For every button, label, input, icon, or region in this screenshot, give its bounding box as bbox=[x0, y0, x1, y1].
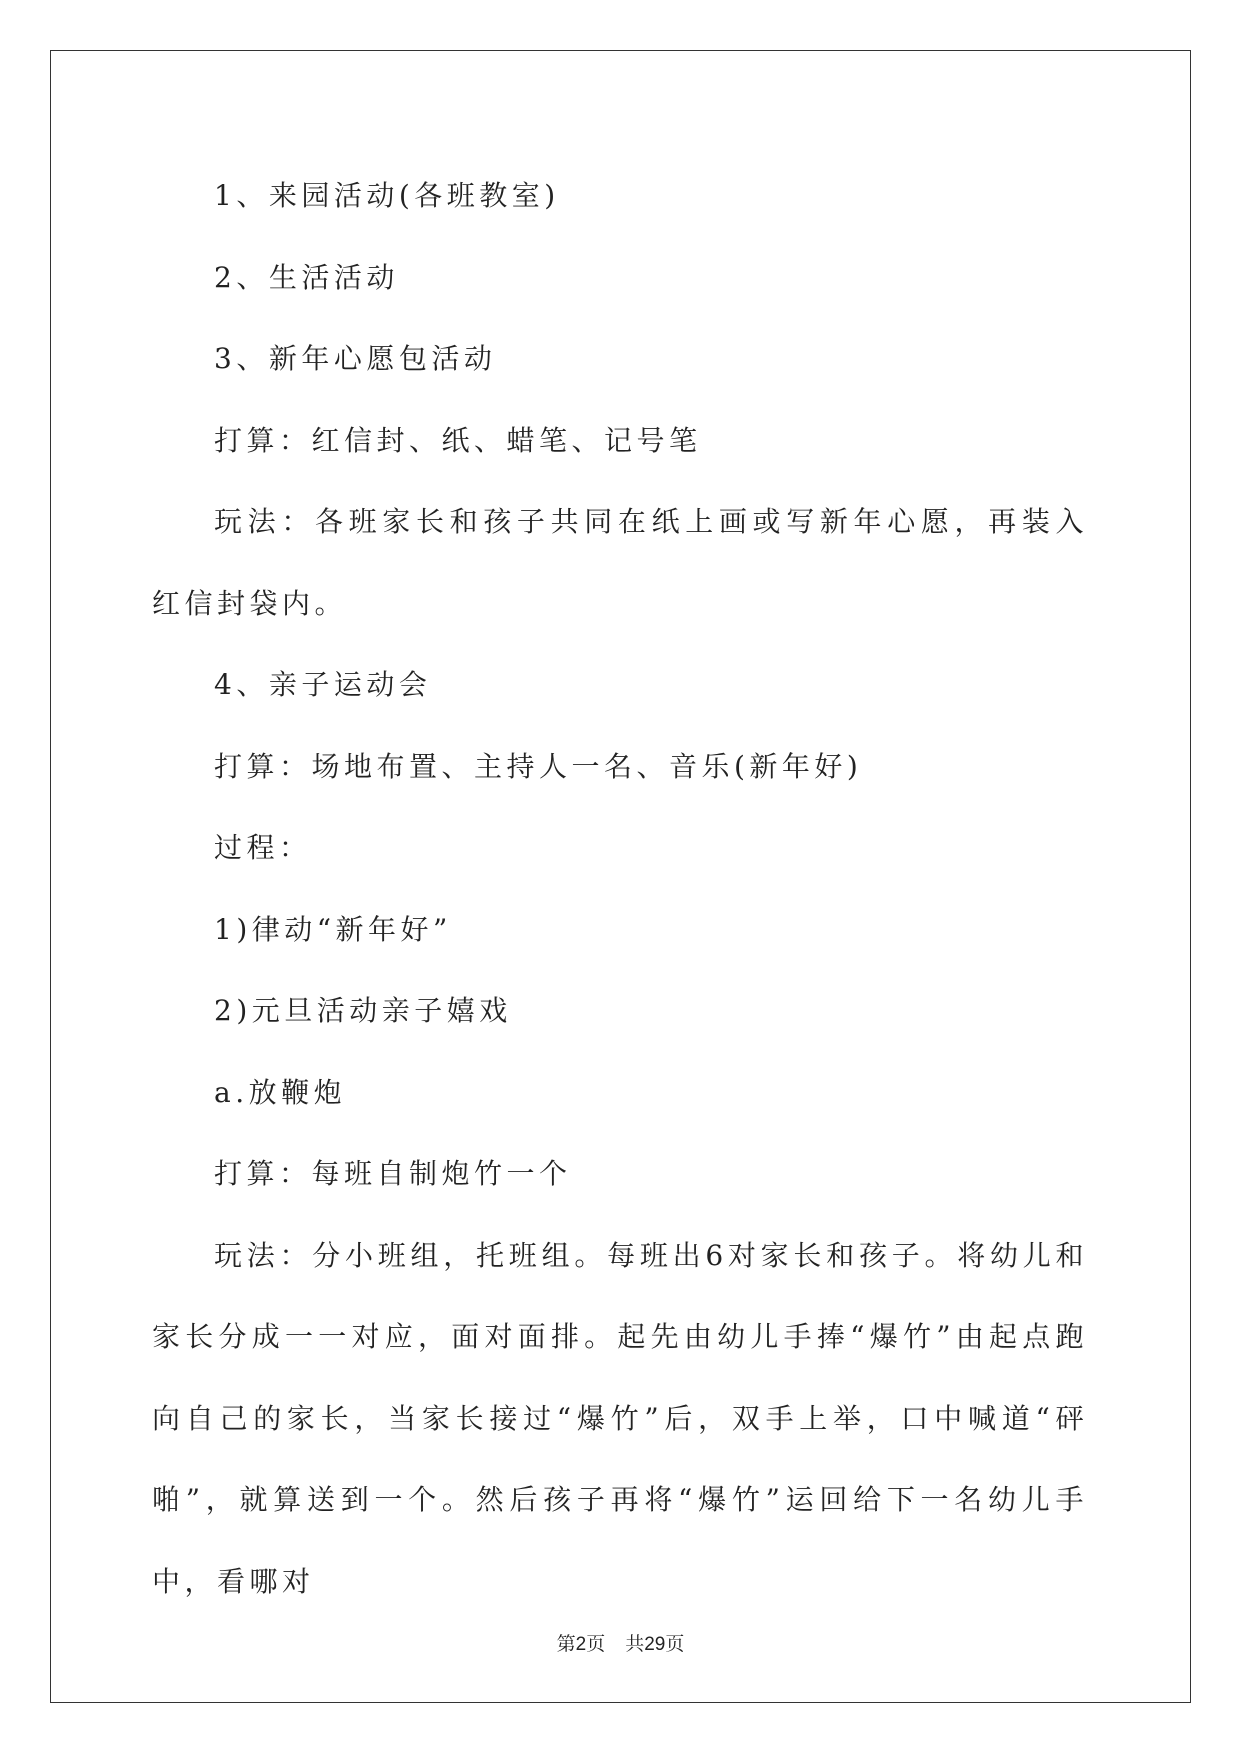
paragraph-rhythm: 1)律动“新年好” bbox=[214, 912, 452, 946]
paragraph-sports-meet: 4、亲子运动会 bbox=[214, 668, 432, 701]
paragraph-firecracker-rules: 玩法：分小班组，托班组。每班出6对家长和孩子。将幼儿和家长分成一一对应，面对面排。起先由幼儿手捧“爆竹”由起点跑向自己的家长，当家长接过“爆竹”后，双手上举，口中喊道“砰啪”，就算送到一个。然后孩子再将“爆竹”运回给下一名幼儿手中，看哪对 bbox=[152, 1238, 1088, 1598]
paragraph-item-1: 1、来园活动(各班教室) bbox=[214, 179, 560, 212]
paragraph-wish-bag: 3、新年心愿包活动 bbox=[214, 342, 497, 375]
footer-total-suffix: 页 bbox=[665, 1633, 685, 1655]
paragraph-firecracker: a.放鞭炮 bbox=[214, 1075, 347, 1109]
footer-total-pages: 29 bbox=[644, 1634, 666, 1655]
paragraph-life-activity: 2、生活活动 bbox=[214, 260, 399, 294]
paragraph-wish-rules: 玩法：各班家长和孩子共同在纸上画或写新年心愿，再装入红信封袋内。 bbox=[152, 505, 1088, 620]
page-footer bbox=[0, 1629, 1241, 1656]
footer-current-page: 2 bbox=[575, 1634, 587, 1655]
paragraph-process: 过程： bbox=[214, 831, 312, 864]
paragraph-firecracker-prep: 打算：每班自制炮竹一个 bbox=[214, 1157, 572, 1190]
paragraph-sports-prep: 打算：场地布置、主持人一名、音乐(新年好) bbox=[214, 749, 863, 783]
footer-total-prefix: 共 bbox=[625, 1633, 645, 1655]
document-body bbox=[152, 155, 1088, 1622]
paragraph-prep-materials: 打算：红信封、纸、蜡笔、记号笔 bbox=[214, 423, 702, 457]
footer-page-word: 页 bbox=[586, 1633, 606, 1655]
footer-prefix: 第 bbox=[556, 1633, 576, 1655]
paragraph-games: 2)元旦活动亲子嬉戏 bbox=[214, 994, 512, 1027]
